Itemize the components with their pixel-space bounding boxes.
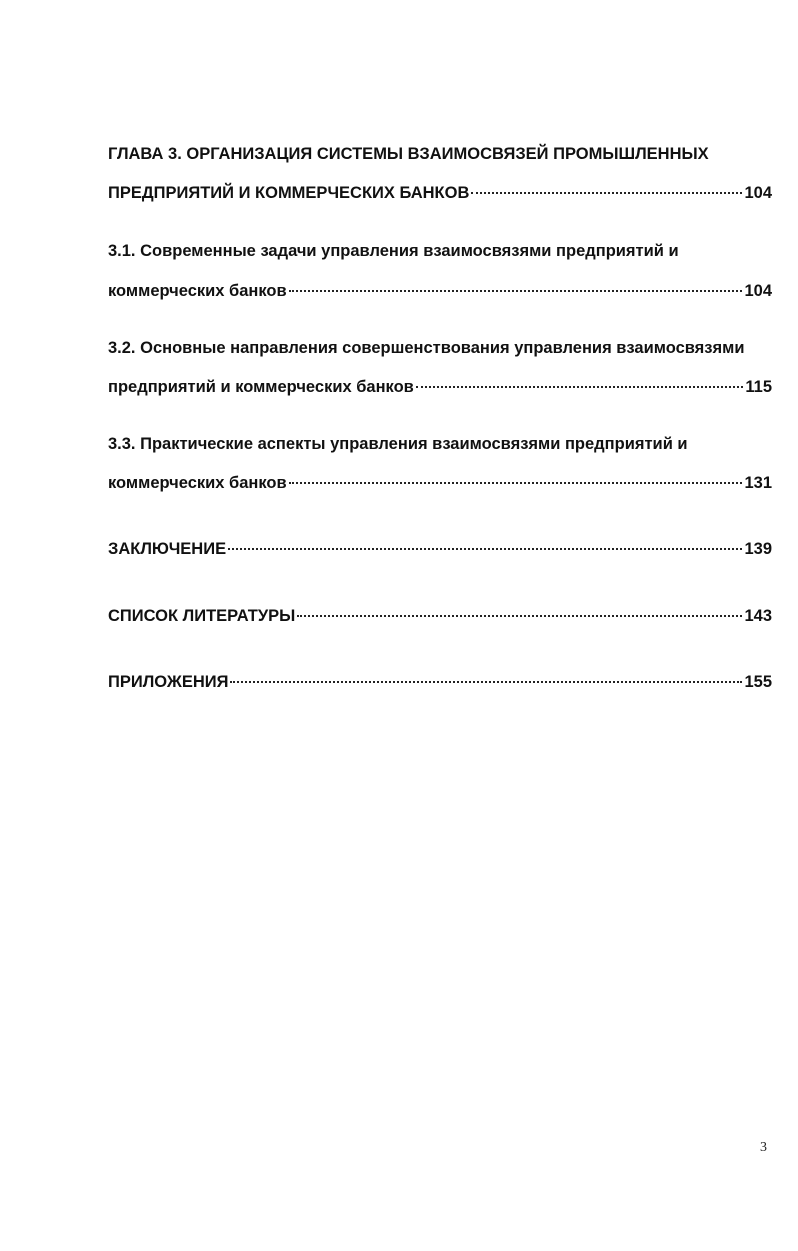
toc-entry-appendices[interactable] xyxy=(108,671,772,693)
toc-entry-3-1[interactable] xyxy=(108,280,772,302)
toc-entry-3-3[interactable] xyxy=(108,472,772,494)
toc-references-label: СПИСОК ЛИТЕРАТУРЫ xyxy=(108,607,296,625)
toc-chapter3-title-line2: ПРЕДПРИЯТИЙ И КОММЕРЧЕСКИХ БАНКОВ xyxy=(108,184,470,202)
toc-3-1-page: 104 xyxy=(744,282,772,300)
toc-references-page: 143 xyxy=(744,607,772,625)
toc-entry-conclusion[interactable] xyxy=(108,538,772,560)
toc-3-3-title-line2: коммерческих банков xyxy=(108,474,287,492)
leader-dots xyxy=(228,548,742,550)
toc-3-2-title-line1: 3.2. Основные направления совершенствования управления взаимосвязями xyxy=(108,339,745,357)
toc-appendices-label: ПРИЛОЖЕНИЯ xyxy=(108,673,229,691)
toc-3-1-title-line1: 3.1. Современные задачи управления взаимосвязями предприятий и xyxy=(108,242,679,260)
page-number: 3 xyxy=(760,1140,767,1155)
toc-3-2-page: 115 xyxy=(745,378,772,396)
toc-3-3-title-line1: 3.3. Практические аспекты управления взаимосвязями предприятий и xyxy=(108,435,688,453)
toc-entry-chapter3[interactable] xyxy=(108,182,772,204)
toc-3-3-page: 131 xyxy=(744,474,772,492)
toc-conclusion-page: 139 xyxy=(744,540,772,558)
leader-dots xyxy=(416,386,744,388)
toc-chapter3-title-line1: ГЛАВА 3. ОРГАНИЗАЦИЯ СИСТЕМЫ ВЗАИМОСВЯЗЕЙ ПРОМЫШЛЕННЫХ xyxy=(108,145,709,163)
leader-dots xyxy=(289,290,743,292)
toc-conclusion-label: ЗАКЛЮЧЕНИЕ xyxy=(108,540,227,558)
toc-entry-references[interactable] xyxy=(108,605,772,627)
leader-dots xyxy=(289,482,743,484)
leader-dots xyxy=(230,681,742,683)
toc-chapter3-page: 104 xyxy=(744,184,772,202)
leader-dots xyxy=(297,615,742,617)
toc-appendices-page: 155 xyxy=(744,673,772,691)
toc-entry-3-2[interactable] xyxy=(108,376,772,398)
toc-3-2-title-line2: предприятий и коммерческих банков xyxy=(108,378,414,396)
toc-3-1-title-line2: коммерческих банков xyxy=(108,282,287,300)
leader-dots xyxy=(471,192,742,194)
